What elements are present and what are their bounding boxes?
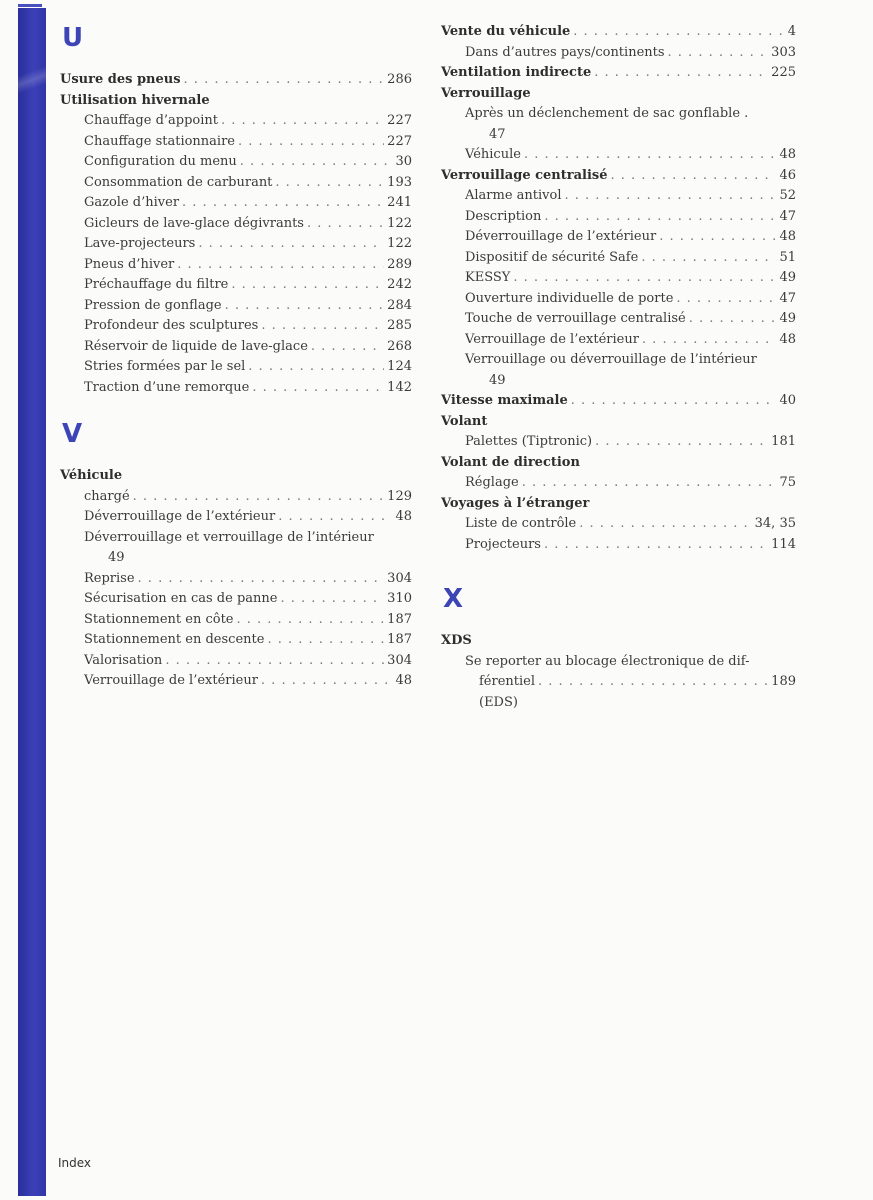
entry-page-number: 49: [779, 270, 796, 285]
entry-page-number: 48: [779, 331, 796, 347]
entry-page-number: 49: [779, 311, 796, 326]
index-entry-consommation-de-carburant[interactable]: [60, 173, 412, 194]
entry-page-number: 49: [108, 550, 125, 565]
index-entry-xds[interactable]: [441, 631, 796, 652]
leader-dots: [280, 589, 384, 610]
leader-dots: [594, 63, 768, 84]
entry-heading: Vente du véhicule: [441, 24, 571, 39]
leader-dots: [544, 207, 776, 228]
index-entry-verrouillage-centralise[interactable]: [441, 166, 796, 187]
entry-line2: [465, 672, 796, 713]
index-entry-voyages-a-l-etranger[interactable]: [441, 494, 796, 515]
leader-dots: [659, 227, 776, 248]
entry-page-number: 48: [395, 673, 412, 688]
index-entry-verrouillage-de-l-exterieur[interactable]: [441, 330, 796, 351]
entry-page-number: 114: [771, 536, 796, 552]
entry-text: Pneus d’hiver: [84, 256, 175, 272]
index-entry-stationnement-en-descente[interactable]: [60, 630, 412, 651]
right-column: [441, 22, 796, 713]
leader-dots: [513, 268, 776, 289]
leader-dots: [522, 473, 777, 494]
index-entry-projecteurs[interactable]: [441, 535, 796, 556]
index-entry-gicleurs-de-lave-glace-degivrants[interactable]: [60, 214, 412, 235]
entry-text: Ouverture individuelle de porte: [465, 290, 674, 306]
leader-dots: [611, 166, 777, 187]
index-entry-deverrouillage-de-l-exterieur[interactable]: [60, 507, 412, 528]
entry-page-number: 47: [489, 126, 506, 142]
entry-text: Palettes (Tiptronic): [465, 434, 593, 449]
index-entry-configuration-du-menu[interactable]: [60, 152, 412, 173]
leader-dots: [225, 296, 385, 317]
entry-heading: Véhicule: [60, 468, 123, 483]
index-entry-vehicule[interactable]: [441, 145, 796, 166]
entry-page-number: 285: [387, 318, 412, 333]
entry-text: Réglage: [465, 475, 519, 490]
index-entry-reservoir-de-liquide-de-lave-glace[interactable]: [60, 337, 412, 358]
entry-heading: Vitesse maximale: [441, 393, 568, 408]
leader-dots: [261, 671, 393, 692]
entry-page-number: 30: [395, 154, 412, 169]
entry-page-number: 40: [779, 393, 796, 408]
entry-page-number: 122: [387, 215, 412, 231]
entry-heading: XDS: [441, 633, 472, 648]
entry-page-number: 241: [387, 195, 412, 210]
entry-text: Touche de verrouillage centralisé: [465, 311, 686, 326]
entry-text: Profondeur des sculptures: [84, 318, 259, 333]
entry-text: Alarme antivol: [465, 188, 562, 203]
leader-dots: [248, 357, 384, 378]
index-entry-vente-du-vehicule[interactable]: [441, 22, 796, 43]
index-entry-se-reporter-au-blocage-electronique-de-d[interactable]: [441, 652, 796, 714]
index-entry-charge[interactable]: [60, 487, 412, 508]
entry-page-number: 4: [787, 24, 796, 39]
entry-page-number: 284: [387, 297, 412, 313]
entry-heading: Volant: [441, 413, 488, 429]
leader-dots: [579, 514, 751, 535]
leader-dots: [641, 248, 776, 269]
entry-text-line1: Se reporter au blocage électronique de dif-: [465, 653, 750, 669]
entry-page-number: 34, 35: [754, 516, 796, 531]
index-entry-valorisation[interactable]: [60, 651, 412, 672]
leader-dots: [165, 651, 384, 672]
index-entry-traction-d-une-remorque[interactable]: [60, 378, 412, 399]
leader-dots: [307, 214, 384, 235]
index-entry-verrouillage-ou-deverrouillage-de-l-inte[interactable]: [441, 350, 796, 391]
index-entry-usure-des-pneus[interactable]: [60, 70, 412, 91]
entry-text: Déverrouillage de l’extérieur: [84, 509, 276, 524]
index-entry-description[interactable]: [441, 207, 796, 228]
leader-dots: [221, 111, 384, 132]
leader-dots: [267, 630, 384, 651]
entry-page-number: 122: [387, 236, 412, 251]
entry-text: Véhicule: [465, 147, 521, 162]
entry-page-number: 48: [779, 147, 796, 162]
entry-text: Réservoir de liquide de lave-glace: [84, 338, 308, 354]
leader-dots: [261, 316, 384, 337]
entry-page-number: 47: [779, 208, 796, 224]
entry-text: chargé: [84, 488, 130, 504]
leader-dots: [544, 535, 768, 556]
index-entry-pression-de-gonflage[interactable]: [60, 296, 412, 317]
leader-dots: [595, 432, 768, 453]
entry-text: Dispositif de sécurité Safe: [465, 249, 639, 265]
leader-dots: [676, 289, 776, 310]
index-entry-profondeur-des-sculptures[interactable]: [60, 316, 412, 337]
entry-text: Projecteurs: [465, 536, 541, 552]
leader-dots: [538, 672, 768, 713]
entry-page-number: 225: [771, 65, 796, 80]
entry-heading: Ventilation indirecte: [441, 65, 592, 80]
entry-page-number: 47: [779, 290, 796, 306]
leader-dots: [184, 70, 385, 91]
entry-heading: Verrouillage: [441, 85, 531, 101]
entry-text: Verrouillage de l’extérieur: [84, 673, 258, 688]
leader-dots: [571, 391, 777, 412]
index-entry-alarme-antivol[interactable]: [441, 186, 796, 207]
index-entry-palettes-tiptronic[interactable]: [441, 432, 796, 453]
entry-page-number: 52: [779, 188, 796, 203]
index-entry-dans-d-autres-pays-continents[interactable]: [441, 43, 796, 64]
entry-heading: Utilisation hivernale: [60, 92, 210, 108]
index-entry-reprise[interactable]: [60, 569, 412, 590]
entry-page-number: 187: [387, 632, 412, 647]
entry-page-number: 187: [387, 611, 412, 627]
index-entry-utilisation-hivernale[interactable]: [60, 91, 412, 112]
index-entry-ouverture-individuelle-de-porte[interactable]: [441, 289, 796, 310]
index-entry-verrouillage-de-l-exterieur[interactable]: [60, 671, 412, 692]
index-entry-apres-un-declenchement-de-sac-gonflable[interactable]: [441, 104, 796, 145]
entry-text: Valorisation: [84, 652, 163, 668]
entry-text: Stationnement en côte: [84, 611, 234, 627]
leader-dots: [668, 43, 769, 64]
entry-page-number: 242: [387, 277, 412, 292]
entry-text: Après un déclenchement de sac gonflable .: [465, 106, 749, 121]
entry-text: Lave-projecteurs: [84, 236, 196, 251]
entry-text: Liste de contrôle: [465, 516, 577, 531]
entry-page-number: 129: [387, 488, 412, 504]
entry-text: Description: [465, 208, 542, 224]
leader-dots: [240, 152, 393, 173]
entry-heading: Verrouillage centralisé: [441, 167, 608, 183]
entry-page-number: 268: [387, 338, 412, 354]
leader-dots: [238, 132, 384, 153]
leader-dots: [198, 234, 384, 255]
index-entry-ventilation-indirecte[interactable]: [441, 63, 796, 84]
entry-text: Consommation de carburant: [84, 174, 273, 190]
entry-text: Chauffage stationnaire: [84, 133, 235, 149]
entry-text: Pression de gonflage: [84, 297, 222, 313]
leader-dots: [642, 330, 777, 351]
entry-text: Déverrouillage de l’extérieur: [465, 229, 657, 244]
index-entry-stationnement-en-cote[interactable]: [60, 610, 412, 631]
index-entry-chauffage-stationnaire[interactable]: [60, 132, 412, 153]
entry-page-number: 48: [395, 509, 412, 524]
leader-dots: [138, 569, 385, 590]
entry-page-number: 227: [387, 133, 412, 149]
leader-dots: [275, 173, 384, 194]
entry-page-number: 189: [771, 674, 796, 689]
edge-tab-tick: [18, 4, 42, 7]
index-entry-verrouillage[interactable]: [441, 84, 796, 105]
footer-label: Index: [58, 1156, 92, 1170]
entry-page-number: 286: [387, 72, 412, 87]
entry-page-number: 49: [489, 372, 506, 388]
index-entry-vehicule[interactable]: [60, 466, 412, 487]
entry-text: Reprise: [84, 570, 135, 586]
entry-text: Dans d’autres pays/continents: [465, 44, 665, 60]
index-entry-stries-formees-par-le-sel[interactable]: [60, 357, 412, 378]
leader-dots: [573, 22, 784, 43]
left-column: [60, 18, 412, 692]
entry-text: KESSY: [465, 270, 511, 285]
leader-dots: [278, 507, 392, 528]
section-letter-x: X: [443, 584, 464, 614]
entry-text: Configuration du menu: [84, 154, 237, 169]
index-entry-pneus-d-hiver[interactable]: [60, 255, 412, 276]
entry-page-number: 75: [779, 475, 796, 490]
entry-page-number: 124: [387, 359, 412, 374]
entry-text: Préchauffage du filtre: [84, 277, 229, 292]
entry-page-number: 142: [387, 379, 412, 395]
leader-dots: [689, 309, 777, 330]
entry-page-number: 51: [779, 249, 796, 265]
entry-page-number: 310: [387, 591, 412, 606]
entry-page-number: 227: [387, 113, 412, 128]
entry-page-number: 303: [771, 44, 796, 60]
leader-dots: [565, 186, 777, 207]
entry-text: Stationnement en descente: [84, 632, 265, 647]
blue-edge-tab: [18, 8, 46, 1196]
entry-page-number: 289: [387, 256, 412, 272]
leader-dots: [177, 255, 384, 276]
entry-text: Stries formées par le sel: [84, 359, 246, 374]
index-entry-kessy[interactable]: [441, 268, 796, 289]
index-entry-prechauffage-du-filtre[interactable]: [60, 275, 412, 296]
entry-text: Gicleurs de lave-glace dégivrants: [84, 215, 304, 231]
entry-heading: Usure des pneus: [60, 72, 181, 87]
entry-text: Sécurisation en cas de panne: [84, 591, 278, 606]
leader-dots: [252, 378, 384, 399]
entry-page-number: 181: [771, 434, 796, 449]
section-letter-u: U: [62, 23, 84, 53]
entry-page-number: 304: [387, 652, 412, 668]
index-entry-touche-de-verrouillage-centralise[interactable]: [441, 309, 796, 330]
index-entry-lave-projecteurs[interactable]: [60, 234, 412, 255]
entry-page-number: 46: [779, 167, 796, 183]
leader-dots: [133, 487, 385, 508]
index-entry-vitesse-maximale[interactable]: [441, 391, 796, 412]
index-entry-dispositif-de-securite-safe[interactable]: [441, 248, 796, 269]
entry-page-number: 48: [779, 229, 796, 244]
entry-text: Chauffage d’appoint: [84, 113, 219, 128]
leader-dots: [311, 337, 384, 358]
index-entry-volant[interactable]: [441, 412, 796, 433]
edge-tab-highlight: [18, 40, 46, 120]
index-entry-reglage[interactable]: [441, 473, 796, 494]
index-entry-securisation-en-cas-de-panne[interactable]: [60, 589, 412, 610]
leader-dots: [237, 610, 385, 631]
index-entry-deverrouillage-et-verrouillage-de-l-inte[interactable]: [60, 528, 412, 569]
index-entry-gazole-d-hiver[interactable]: [60, 193, 412, 214]
entry-text-line2: férentiel (EDS): [479, 674, 536, 710]
index-entry-chauffage-d-appoint[interactable]: [60, 111, 412, 132]
leader-dots: [524, 145, 777, 166]
entry-page-number: 304: [387, 570, 412, 586]
entry-text: Verrouillage ou déverrouillage de l’intérieur: [465, 352, 757, 367]
index-entry-volant-de-direction[interactable]: [441, 453, 796, 474]
section-letter-v: V: [62, 419, 83, 449]
index-entry-deverrouillage-de-l-exterieur[interactable]: [441, 227, 796, 248]
leader-dots: [231, 275, 384, 296]
leader-dots: [182, 193, 384, 214]
index-entry-liste-de-controle[interactable]: [441, 514, 796, 535]
entry-heading: Volant de direction: [441, 454, 580, 470]
entry-page-number: 193: [387, 174, 412, 190]
entry-text: Traction d’une remorque: [84, 379, 250, 395]
entry-text: Gazole d’hiver: [84, 195, 180, 210]
entry-text: Verrouillage de l’extérieur: [465, 331, 639, 347]
entry-heading: Voyages à l’étranger: [441, 495, 590, 511]
entry-text: Déverrouillage et verrouillage de l’intérieur: [84, 529, 374, 545]
